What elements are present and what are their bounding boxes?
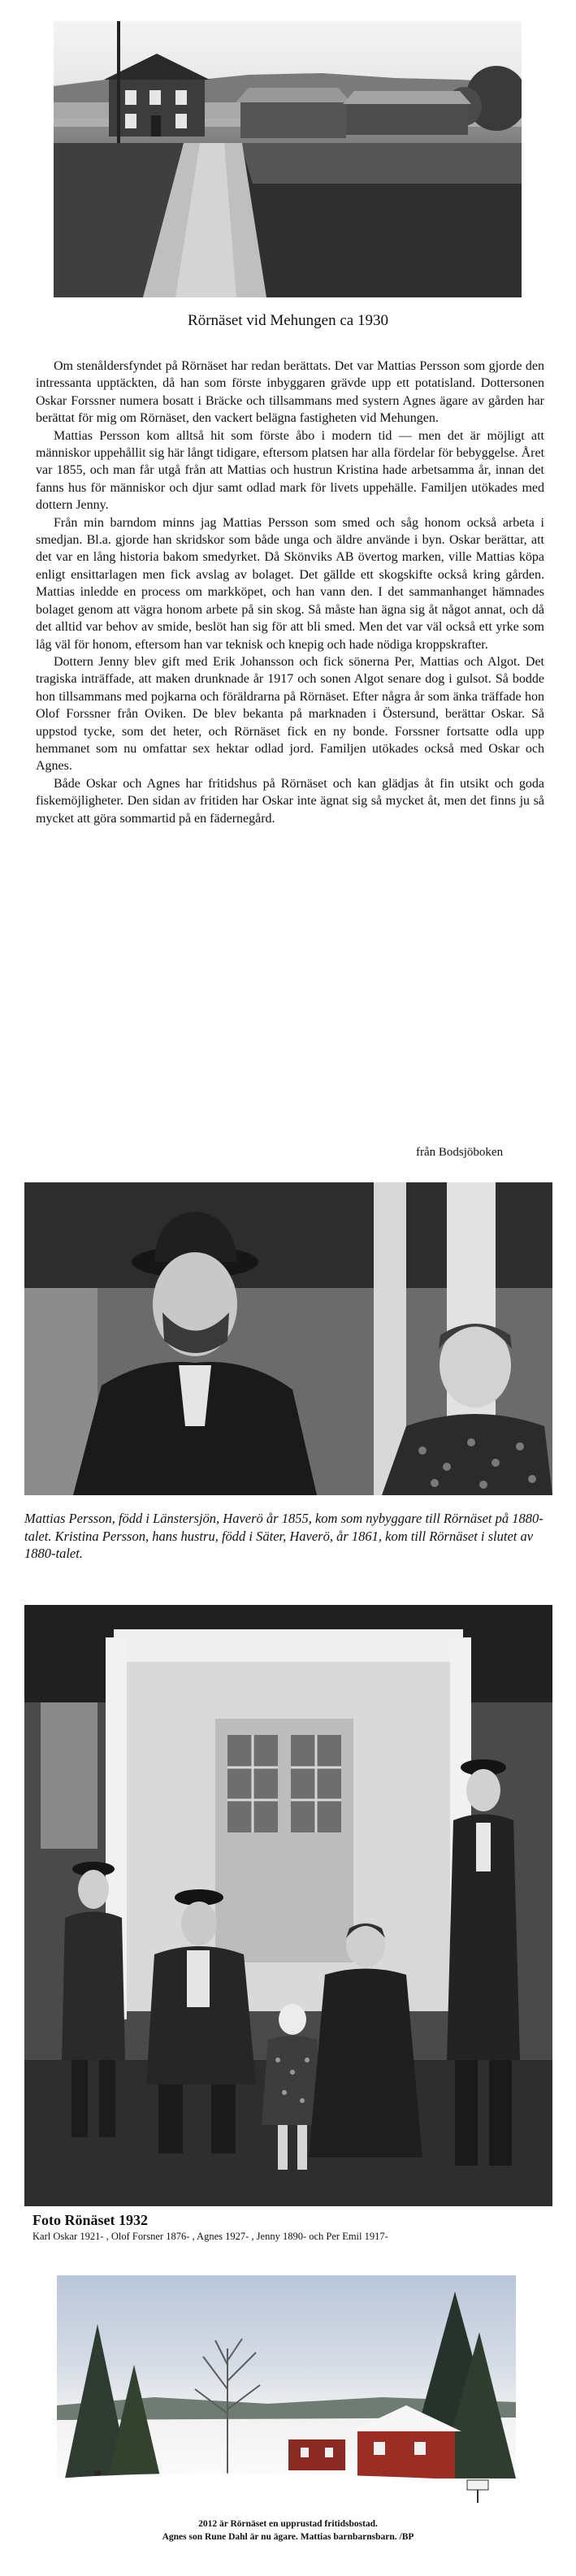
photo4-caption-line1: 2012 är Rörnäset en upprustad fritidsbostad. xyxy=(198,2519,378,2529)
article-source: från Bodsjöboken xyxy=(416,1146,504,1159)
article-paragraph: Om stenåldersfyndet på Rörnäset har redan berättats. Det var Mattias Persson som gjorde den intressanta upptäckten, då han som förste inbyggaren grävde upp ett potatisland. Dottersonen Oskar Forssner numera bosatt i Bräcke och tillsammans med systern Agnes ägare av gården har berättat för mig om Rörnäset, den vackert belägna fastigheten vid Mehungen. xyxy=(36,359,544,426)
farm-photo-1930 xyxy=(54,21,522,297)
article-paragraph: Dottern Jenny blev gift med Erik Johansson och fick sönerna Per, Mattias och Algot. Det tragiska inträffade, att maken drunknade år 1917 och sonen Algot senare dog i gulsot. Så bodde hon tillsammans med pojkarna och föräldrarna på Rörnäset. Efter några år som änka träffade hon Olof Forssner från Oviken. De blev bekanta på marknaden i Östersund, berättar Oskar. Så uppstod tycke, som det heter, och Rörnäset fick en ny bonde. Forssner fortsatte odla upp hemmanet som nu omfattar sex hektar odlad jord. Familjen utökades också med Oskar och Agnes. xyxy=(36,654,544,774)
article-paragraph: Från min barndom minns jag Mattias Persson som smed och såg honom också arbeta i smedjan. Bl.a. gjorde han skridskor som både unga och äldre använde i byn. Oskar berättar, att det var en lång historia bakom smedyrket. Då Skönviks AB övertog marken, ville Mattias köpa enligt ensittarlagen men fick avslag av bolaget. Det gällde ett skogskifte också kring gården. Mattias inledde en process om markköpet, och han vann den. I det sammanhanget hämnades bolaget genom att vägra honom arbete på sin skog. Så måste han ägna sig åt något annat, och då det alltid var behov av smide, beslöt han sig för att bli smed. Men det var väl också ett yrke som låg väl för honom, eftersom han var teknisk och knepig och hade nödiga kroppskrafter. xyxy=(36,515,544,652)
family-photo-1932 xyxy=(24,1605,552,2206)
photo3-title: Foto Rönäset 1932 xyxy=(32,2212,148,2228)
article-paragraph: Både Oskar och Agnes har fritidshus på Rörnäset och kan glädjas åt fin utsikt och goda fiskemöjligheter. Den sidan av fritiden har Oskar inte ägnat sig så mycket åt, men det finns ju så mycket att göra sommartid på en fädernegård. xyxy=(36,776,544,826)
portrait-photo-couple xyxy=(24,1182,552,1495)
photo4-caption-line2: Agnes son Rune Dahl är nu ägare. Mattias barnbarnsbarn. /BP xyxy=(162,2532,414,2542)
article-body xyxy=(36,358,544,827)
article-paragraph: Mattias Persson kom alltså hit som förste åbo i modern tid — men det är möjligt att människor uppehållit sig här långt tidigare, eftersom platsen har alla fördelar för bebyggelse. Året var 1855, och man får utgå från att Mattias och hustrun Kristina hade arbetsamma år, innan det fanns hus för människor och djur samt odlad mark för livets uppehälle. Familjen utökades med dottern Jenny. xyxy=(36,428,545,513)
winter-photo-2012 xyxy=(57,2275,516,2507)
photo3-names: Karl Oskar 1921- , Olof Forsner 1876- , Agnes 1927- , Jenny 1890- och Per Emil 1917- xyxy=(32,2231,388,2242)
photo2-caption: Mattias Persson, född i Länstersjön, Haverö år 1855, kom som nybyggare till Rörnäset på 1880-talet. Kristina Persson, hans hustru, född i Säter, Haverö, år 1861, kom till Rörnäset i slutet av 1880-talet. xyxy=(24,1511,544,1561)
photo1-caption: Rörnäset vid Mehungen ca 1930 xyxy=(188,312,388,329)
